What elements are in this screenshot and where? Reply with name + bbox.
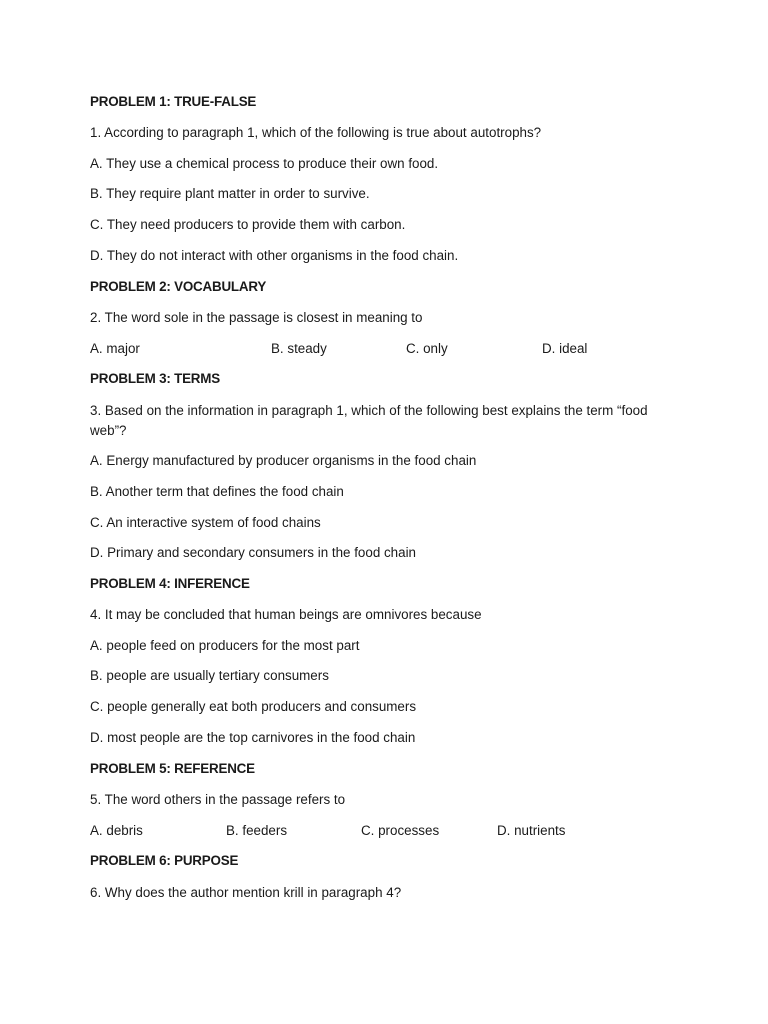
problem-2-heading: PROBLEM 2: VOCABULARY	[90, 279, 267, 294]
problem-2-option-d: D. ideal	[542, 341, 588, 356]
problem-2-option-b: B. steady	[271, 341, 327, 356]
problem-4-heading: PROBLEM 4: INFERENCE	[90, 576, 250, 591]
problem-1-question: 1. According to paragraph 1, which of the following is true about autotrophs?	[90, 125, 542, 140]
problem-3-option-c: C. An interactive system of food chains	[90, 515, 321, 530]
problem-5-option-a: A. debris	[90, 823, 143, 838]
problem-4-question: 4. It may be concluded that human beings are omnivores because	[90, 607, 482, 622]
problem-3-heading: PROBLEM 3: TERMS	[90, 371, 220, 386]
problem-5-question: 5. The word others in the passage refers to	[90, 792, 346, 807]
problem-5-option-b: B. feeders	[226, 823, 288, 838]
problem-6-question: 6. Why does the author mention krill in paragraph 4?	[90, 885, 402, 900]
problem-5-option-c: C. processes	[361, 823, 440, 838]
problem-4-option-c: C. people generally eat both producers and consumers	[90, 699, 417, 714]
problem-5-option-d: D. nutrients	[497, 823, 566, 838]
problem-1-heading: PROBLEM 1: TRUE-FALSE	[90, 94, 257, 109]
problem-1-option-d: D. They do not interact with other organisms in the food chain.	[90, 248, 459, 263]
problem-1-option-a: A. They use a chemical process to produce their own food.	[90, 156, 439, 171]
problem-1-option-b: B. They require plant matter in order to survive.	[90, 186, 370, 201]
problem-5-heading: PROBLEM 5: REFERENCE	[90, 761, 255, 776]
problem-3-option-d: D. Primary and secondary consumers in the food chain	[90, 545, 416, 560]
problem-2-question: 2. The word sole in the passage is closest in meaning to	[90, 310, 423, 325]
problem-1-option-c: C. They need producers to provide them with carbon.	[90, 217, 406, 232]
problem-2-option-c: C. only	[406, 341, 448, 356]
problem-6-heading: PROBLEM 6: PURPOSE	[90, 853, 239, 868]
problem-2-option-a: A. major	[90, 341, 140, 356]
problem-4-option-a: A. people feed on producers for the most part	[90, 638, 360, 653]
problem-3-question: 3. Based on the information in paragraph 1, which of the following best explains the term “food web”?	[90, 403, 648, 438]
problem-3-option-a: A. Energy manufactured by producer organisms in the food chain	[90, 453, 477, 468]
problem-4-option-b: B. people are usually tertiary consumers	[90, 668, 329, 683]
problem-4-option-d: D. most people are the top carnivores in the food chain	[90, 730, 416, 745]
problem-3-option-b: B. Another term that defines the food chain	[90, 484, 344, 499]
